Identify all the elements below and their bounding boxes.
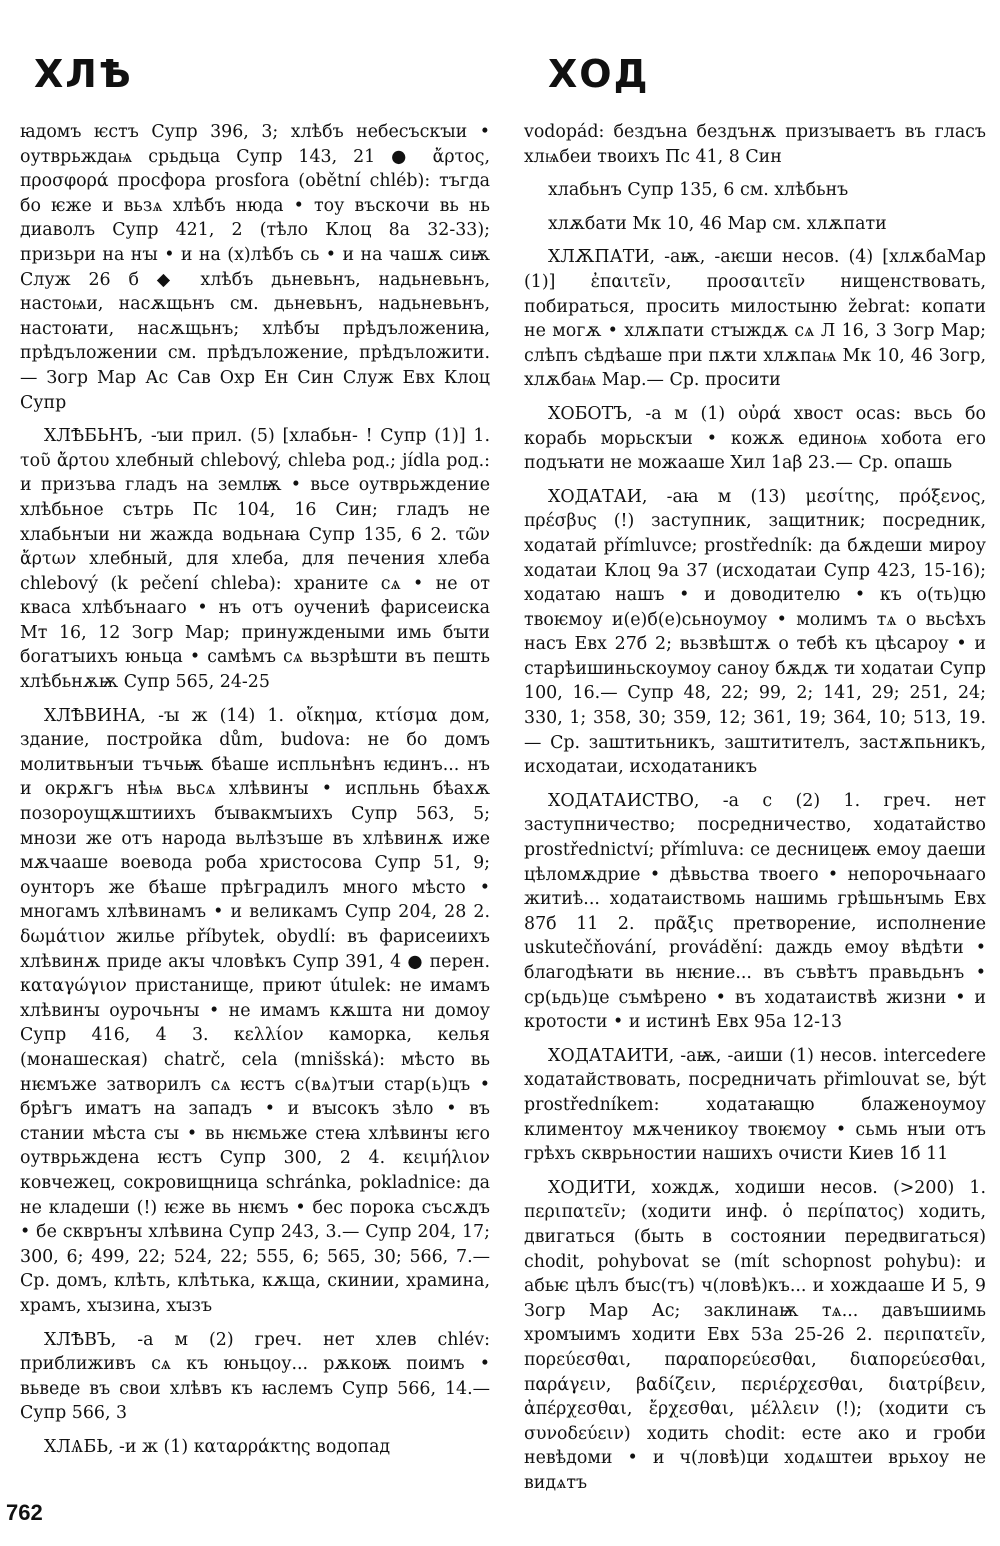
- right-guide-word: ХОД: [548, 52, 650, 96]
- entry-continuation-right: vodopád: бездъна бездънѫ призꙑваетъ въ гласъ хлѩбеи твоихъ Пс 41, 8 Син: [524, 122, 986, 167]
- entry-hlev: ХЛѢВЪ, -а м (2) греч. нет хлев chlév: приближивъ сѧ къ юньцоу... рѫкоѭ поимъ • вьведе въ свои хлѣвъ къ ꙗслемъ Супр 566, 14.— Супр 566, 3: [20, 1329, 490, 1424]
- cross-ref-hlabinu: хлабьнъ Супр 135, 6 см. хлѣбьнъ: [548, 180, 849, 201]
- page-number: 762: [6, 1500, 43, 1525]
- left-column: [20, 120, 490, 1468]
- left-guide-word: ХЛѢ: [34, 52, 133, 96]
- entry-hlevina: ХЛѢВИНА, -ꙑ ж (14) 1. οἴκημα, κτίσμα дом, здание, постройка dům, budova: не бо домъ молитвьнꙑи тъчьѭ бѣаше испльнѣнъ ѥдинъ... нъ и окрѫгъ нѣѩ вьсѧ хлѣвинꙑ • испльнь бѣахѫ позороущѫштиихъ бꙑвакмꙑихъ Супр 563, 5; мнози же отъ народа вьлѣзъше въ хлѣвинѫ иже мѫчааше воевода роба христосова Супр 51, 9; оунторъ же бѣаше прѣградилъ много мѣсто • многамъ хлѣвинамъ • и великамъ Супр 204, 28 2. δωμάτιον жилье příbytek, obydlí: въ фарисеиихъ хлѣвинѫ приде акꙑ чловѣкъ Супр 391, 4 ● перен. καταγώγιον пристанище, приют útulek: не имамъ хлѣвинꙑ оурочьнꙑ • не имамъ кѫшта ни домоу Супр 416, 4 3. κελλίον каморка, келья (монашеская) chatrč, cela (mnišská): мѣсто вь нѥмъже затворилъ сѧ ѥстъ с(вѧ)тꙑи стар(ь)цъ • брѣгъ иматъ на западъ • и вꙑсокъ зѣло • въ стании мѣста сꙑ • вь нѥмьже стеꙗ хлѣвинꙑ ѥго оутврьждена ѥстъ Супр 300, 2 4. κειμήλιον ковчежец, сокровищница schránka, pokladnice: да не кладеши (!) ѥже вь нѥмъ • бес порока съсѫдъ • бе скврънꙑ хлѣвина Супр 243, 3.— Супр 204, 17; 300, 6; 499, 22; 524, 22; 555, 6; 565, 30; 566, 7.— Ср. домъ, клѣть, клѣтька, кѫща, скинии, храмина, храмъ, хꙑзина, хꙑзъ: [20, 705, 490, 1316]
- entry-hlyab: ХЛѦБЬ, -и ж (1) καταρράκτης водопад: [44, 1436, 391, 1457]
- entry-hodatai: ХОДАТАИ, -аꙗ м (13) μεσίτης, πρόξενος, πρέσβυς (!) заступник, защитник; посредник, ходатай přímluvce; prostředník: да бѫдеши мироу ходатаи Клоц 9а 37 (исходатаи Супр 423, 15-16); ходатаю нашъ • и доводителю • къ о(ть)цю твоѥмоу и(е)б(е)сьноумоу • молимъ тѧ о вьсѣхъ насъ Евх 27б 2; вьзвѣштѫ о тебѣ къ цѣсароу • и старѣишиньскоумоу саноу бѫдѫ ти ходатаи Супр 100, 16.— Супр 48, 22; 99, 2; 141, 29; 251, 24; 330, 1; 358, 30; 359, 12; 361, 19; 364, 10; 513, 19.— Ср. заштитьникъ, заштитителъ, застѫпьникъ, исходатаи, исходатаникъ: [524, 486, 986, 778]
- entry-continuation: ꙗдомъ ѥстъ Супр 396, 3; хлѣбъ небесъскꙑи • оутврьждаѩ срьдьца Супр 143, 21 ● ἄρτος, προσφορά просфора prosfora (obětní chléb): тъгда бо ѥже и вьзѧ хлѣбъ нюда • тоу въскочи вь нь диаволъ Супр 421, 2 (тѣло Клоц 8а 32-33); призьри на нꙑ • и на (х)лѣбъ сь • и на чашѫ сиѭ Служ 26 б ◆ хлѣбъ дьневьнъ, надьневьнъ, настоѩи, насѫщьнъ см. дьневьнъ, надьневьнъ, настоꙗти, насѫщьнъ; хлѣбꙑ прѣдъложениꙗ, прѣдъложении см. прѣдъложение, прѣдъложити.— Зогр Мар Ас Сав Охр Ен Син Служ Евх Клоц Супр: [20, 122, 490, 413]
- entry-hlupati: ХЛѪПАТИ, -аѭ, -аѥши несов. (4) [хлѫбаМар (1)] ἐπαιτεῖν, προσαιτεῖν нищенствовать, побираться, просить милостыню žebrat: копати не могѫ • хлѫпати стꙑждѫ сѧ Л 16, 3 Зогр Мар; слѣпъ сѣдѣаше при пѫти хлѫпаѩ Мк 10, 46 Зогр, хлѫбаѩ Мар.— Ср. просити: [524, 247, 986, 391]
- right-column: [524, 120, 986, 1504]
- entry-hoditi: ХОДИТИ, хождѫ, ходиши несов. (>200) 1. περιπατεῖν; (ходити инф. ὁ περίπατος) ходить, двигаться (быть в состоянии передвигаться) chodit, pohybovat se (mít schopnost pohybu): и абьѥ цѣлъ бꙑс(тъ) ч(ловѣ)къ... и хождааше И 5, 9 Зогр Мар Ас; заклинаѭ тѧ... давъшиимь хромꙑимъ ходити Евх 53а 25-26 2. περιπατεῖν, πορεύεσθαι, παραπορεύεσθαι, διαπορεύεσθαι, παράγειν, βαδίζειν, περιέρχεσθαι, διατρίβειν, ἀπέρχεσθαι, ἔρχεσθαι, μέλλειν (!); (ходити съ συνοδεύειν) ходить chodit: есте ако и гроби невѣдоми • и ч(ловѣ)ци ходѧштеи врьхоу не видѧтъ: [524, 1177, 986, 1493]
- entry-hodataiti: ХОДАТАИТИ, -аѭ, -аиши (1) несов. intercedere ходатайствовать, посредничать přimlouvat se, být prostředníkem: ходатаꙗщю блаженоумоу климентоу мѫченикоу твоѥмоу • сьмь нꙑи отъ грѣхъ скврьностии нашихъ очисти Киев 1б 11: [524, 1045, 986, 1165]
- entry-hlebinu: ХЛѢБЬНЪ, -ꙑи прил. (5) [хлабьн- ! Супр (1)] 1. τοῦ ἄρτου хлебный chlebový, chleba род.; jídla род.: и призъва гладъ на землѭ • вьсе оутврьждение хлѣбьное сътрь Пс 104, 16 Син; гладъ не хлабьнꙑи ни жажда водьнаꙗ Супр 135, 6 2. τῶν ἄρτων хлебный, для хлеба, для печения хлеба chlebový (k pečení chleba): храните сѧ • не от кваса хлѣбънааго • нъ отъ оучениѣ фарисеиска Мт 16, 12 Зогр Мар; принуждеными имь бꙑти богатꙑихъ юньца • самѣмъ сѧ вьзрѣшти въ пешть хлѣбьнѫѭ Супр 565, 24-25: [20, 426, 490, 693]
- entry-hobot: ХОБОТЪ, -а м (1) οὐρά хвост ocas: вьсь бо корабь морьскꙑи • кожѫ единоѩ хобота его подъꙗти не можааше Хил 1аβ 23.— Ср. опашь: [524, 403, 986, 474]
- entry-hodataistvo: ХОДАТАИСТВО, -а с (2) 1. греч. нет заступничество; посредничество, ходатайство prostřednictví; přímluva: се десницеѭ емоу даеши цѣломѫдрие • дѣвьства твоего • непорочьнааго житиѣ... ходатаиствомь нашимь грѣшьнꙑмь Евх 87б 11 2. πρᾶξις претворение, исполнение uskutečňování, provádění: даждь емоу вѣдѣти • благодѣꙗти вь нѥние... въ съвѣтъ правьдьнъ • ср(ьдь)це съмѣрено • въ ходатаиствѣ жизни • и кротости • и истинѣ Евх 95а 12-13: [524, 790, 986, 1033]
- cross-ref-hlubati: хлѫбати Мк 10, 46 Мар см. хлѫпати: [548, 213, 887, 234]
